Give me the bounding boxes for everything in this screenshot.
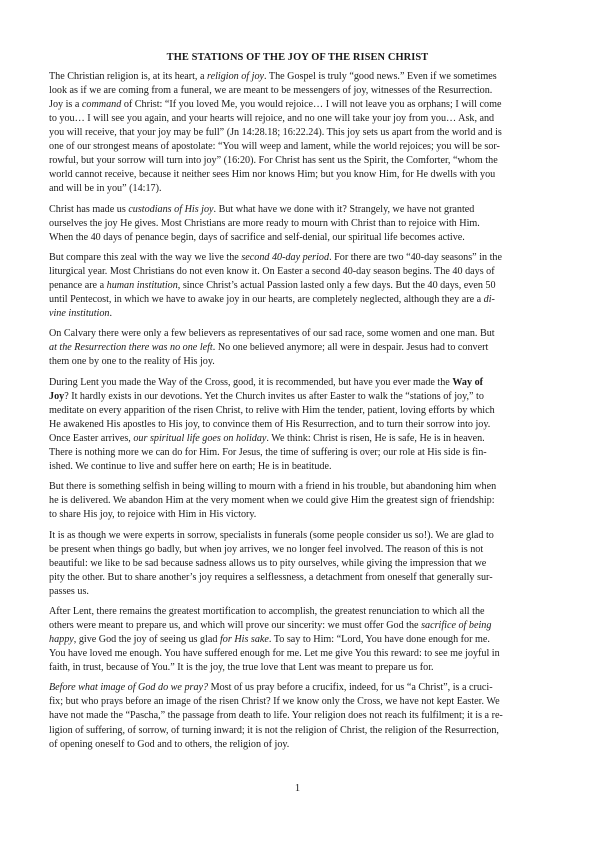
text-line [49, 508, 547, 522]
text-run: faith, in trust, because of You.” It is the joy, the true love that Lent was meant to prepare us for. [49, 662, 434, 674]
text-line [49, 661, 547, 675]
text-run: Joy is a [49, 99, 82, 111]
text-line [49, 647, 547, 661]
text-run: fix; but who prays before an image of the risen Christ? If we know only the Cross, we have not kept Easter. We [49, 696, 500, 708]
italic-text: Before what image of God do we pray? [49, 682, 209, 694]
text-run: liturgical year. Most Christians do not even know it. On Easter a second 40-day season begins. The 40 days of [49, 265, 495, 277]
text-line [49, 231, 547, 245]
text-run: of opening oneself to God and to others, the religion of joy. [49, 738, 290, 750]
paragraph [49, 480, 547, 522]
text-line [49, 460, 547, 474]
text-run: . We think: Christ is risen, He is safe, He is in heaven. [266, 432, 485, 444]
text-run: After Lent, there remains the greatest mortification to accomplish, the greatest renunciation to which all the [49, 605, 485, 617]
paragraph [49, 605, 547, 675]
text-line [49, 279, 547, 293]
text-run: . But what have we done with it? Strangely, we have not granted [213, 203, 475, 215]
text-run: On Calvary there were only a few believers as representatives of our sad race, some women and one man. But [49, 328, 495, 340]
text-line [49, 203, 547, 217]
text-run: be present when things go badly, but when joy arrives, we no longer feel involved. The reason of this is not [49, 543, 484, 555]
text-line [49, 724, 547, 738]
text-line [49, 307, 547, 321]
text-run: When the 40 days of penance begin, days of sacrifice and self-denial, our spiritual life becomes active. [49, 231, 465, 243]
text-run: The Christian religion is, at its heart, a [49, 71, 208, 82]
text-run: have not made the “Pascha,” the passage from death to life. Your religion does not reach its fulfilment; it is a re- [49, 710, 503, 722]
text-run: one of our strongest means of apostolate: “You will weep and lament, while the world rejoices; you will be sor- [49, 141, 500, 153]
text-run: During Lent you made the Way of the Cross, good, it is recommended, but have you ever made the [49, 376, 453, 388]
text-line [49, 543, 547, 557]
paragraph [49, 529, 547, 599]
text-line [49, 355, 547, 369]
italic-text: command [81, 99, 122, 111]
text-line [49, 418, 547, 432]
document-body [49, 70, 547, 758]
text-line [49, 709, 547, 723]
page-number: 1 [294, 783, 301, 794]
paragraph [49, 327, 547, 369]
text-line [49, 70, 547, 84]
text-run: he is delivered. We abandon Him at the very moment when we could give Him the greatest sign of friendship: [49, 495, 495, 507]
paragraph [49, 681, 547, 751]
italic-text: custodians of His joy [128, 203, 214, 215]
text-run: ? It hardly exists in our devotions. Yet the Church invites us after Easter to walk the “stations of joy,” to [64, 390, 484, 402]
text-run: until Pentecost, in which we have to awake joy in our hearts, are completely neglected, although they are a [49, 294, 484, 306]
text-line [49, 168, 547, 182]
text-run: to you… I will see you again, and your hearts will rejoice, and no one will take your joy from you… Ask, and [49, 113, 495, 125]
italic-text: di- [483, 294, 495, 306]
text-run: meditate on every apparition of the risen Christ, to relive with Him the tender, patient, loving efforts by which [49, 404, 495, 416]
text-run: . No one believed anymore; all were in despair. Jesus had to convert [212, 342, 489, 354]
text-line [49, 557, 547, 571]
text-line [49, 293, 547, 307]
text-run: penance are a [49, 280, 107, 292]
text-line [49, 341, 547, 355]
paragraph [49, 376, 547, 474]
text-line [49, 182, 547, 196]
text-line [49, 619, 547, 633]
italic-text: sacrifice of being [421, 620, 492, 631]
text-run: others were meant to prepare us, and which will prove our sincerity: we must offer God the [49, 620, 422, 631]
text-run: . To say to Him: “Lord, You have done enough for me. [268, 634, 490, 646]
text-line [49, 84, 547, 98]
text-line [49, 480, 547, 494]
italic-text: our spiritual life goes on holiday [133, 432, 267, 444]
text-line [49, 217, 547, 231]
text-line [49, 327, 547, 341]
text-run: Most of us pray before a crucifix, indeed, for us “a Christ”, is a cruci- [208, 682, 493, 694]
text-run: look as if we are coming from a funeral, we are meant to be messengers of joy, witnesses of the Resurrection. [49, 85, 493, 97]
text-run: to share His joy, to rejoice with Him in His victory. [49, 509, 257, 521]
text-line [49, 432, 547, 446]
paragraph [49, 251, 547, 321]
text-line [49, 494, 547, 508]
text-run: It is as though we were experts in sorrow, specialists in funerals (some people consider us so!). We are glad to [49, 529, 494, 541]
paragraph [49, 203, 547, 245]
text-line [49, 605, 547, 619]
text-line [49, 633, 547, 647]
text-run: passes us. [49, 585, 89, 597]
text-run: But compare this zeal with the way we live the [49, 251, 242, 263]
bold-text: Way of [452, 376, 483, 388]
text-line [49, 251, 547, 265]
text-run: beautiful: we like to be sad because sadness allows us to pity ourselves, while giving the impression that we [49, 557, 487, 569]
italic-text: vine institution [49, 308, 110, 320]
bold-text: Joy [49, 390, 65, 402]
text-run: world cannot receive, because it neither sees Him nor knows Him; but you know Him, for He dwells with you [49, 169, 496, 181]
text-run: you will receive, that your joy may be full” (Jn 14:28.18; 16:22.24). This joy sets us apart from the world and is [49, 127, 502, 139]
italic-text: happy [49, 634, 74, 646]
text-line [49, 265, 547, 279]
text-run: You have loved me enough. You have suffered enough for me. Let me give You this reward: to see me joyful in [49, 648, 500, 660]
text-line [49, 376, 547, 390]
text-line [49, 738, 547, 752]
text-run: . For there are two “40-day seasons” in the [329, 251, 502, 263]
text-line [49, 529, 547, 543]
text-run: He awakened His apostles to His joy, to convince them of His Resurrection, and to turn their sorrow into joy. [49, 418, 491, 430]
text-line [49, 98, 547, 112]
italic-text: at the Resurrection there was no one left [49, 342, 213, 354]
text-run: ourselves the joy He gives. Most Christians are more ready to mourn with Christ than to rejoice with Him. [49, 217, 480, 229]
text-line [49, 404, 547, 418]
text-run: ligion of suffering, of sorrow, of turning inward; it is not the religion of Christ, the religion of the Resurrection, [49, 724, 499, 736]
text-run: But there is something selfish in being willing to mourn with a friend in his trouble, but abandoning him when [49, 481, 497, 493]
italic-text: for His sake [219, 634, 269, 646]
text-run: them one by one to the reality of His joy. [49, 356, 215, 368]
text-line [49, 390, 547, 404]
text-run: . [109, 308, 112, 320]
text-line [49, 585, 547, 599]
italic-text: second 40-day period [241, 251, 330, 263]
text-run: and will be in you” (14:17). [49, 183, 162, 195]
text-line [49, 571, 547, 585]
text-run: pity the other. But to share another’s joy requires a selflessness, a detachment from oneself that generally sur- [49, 571, 493, 583]
text-line [49, 681, 547, 695]
text-run: There is nothing more we can do for Him. For Jesus, the time of suffering is over; our role at His side is fin- [49, 446, 487, 458]
page-title: THE STATIONS OF THE JOY OF THE RISEN CHRIST [166, 52, 429, 63]
text-line [49, 695, 547, 709]
text-run: , give God the joy of seeing us glad [73, 634, 220, 646]
text-run: ished. We continue to live and suffer here on earth; He is in beatitude. [49, 460, 332, 472]
text-run: . The Gospel is truly “good news.” Even if we sometimes [264, 71, 497, 82]
italic-text: human institution [106, 280, 178, 292]
paragraph [49, 70, 547, 196]
text-line [49, 446, 547, 460]
italic-text: religion of joy [207, 71, 265, 82]
text-run: Christ has made us [49, 203, 129, 215]
text-line [49, 126, 547, 140]
text-run: rowful, but your sorrow will turn into joy” (16:20). For Christ has sent us the Spirit, the Comforter, “whom the [49, 155, 498, 167]
text-line [49, 112, 547, 126]
text-line [49, 154, 547, 168]
text-line [49, 140, 547, 154]
text-run: of Christ: “If you loved Me, you would rejoice… I will not leave you as orphans; I will come [121, 99, 502, 111]
text-run: Once Easter arrives, [49, 432, 134, 444]
text-run: , since Christ’s actual Passion lasted only a few days. But the 40 days, even 50 [177, 280, 496, 292]
